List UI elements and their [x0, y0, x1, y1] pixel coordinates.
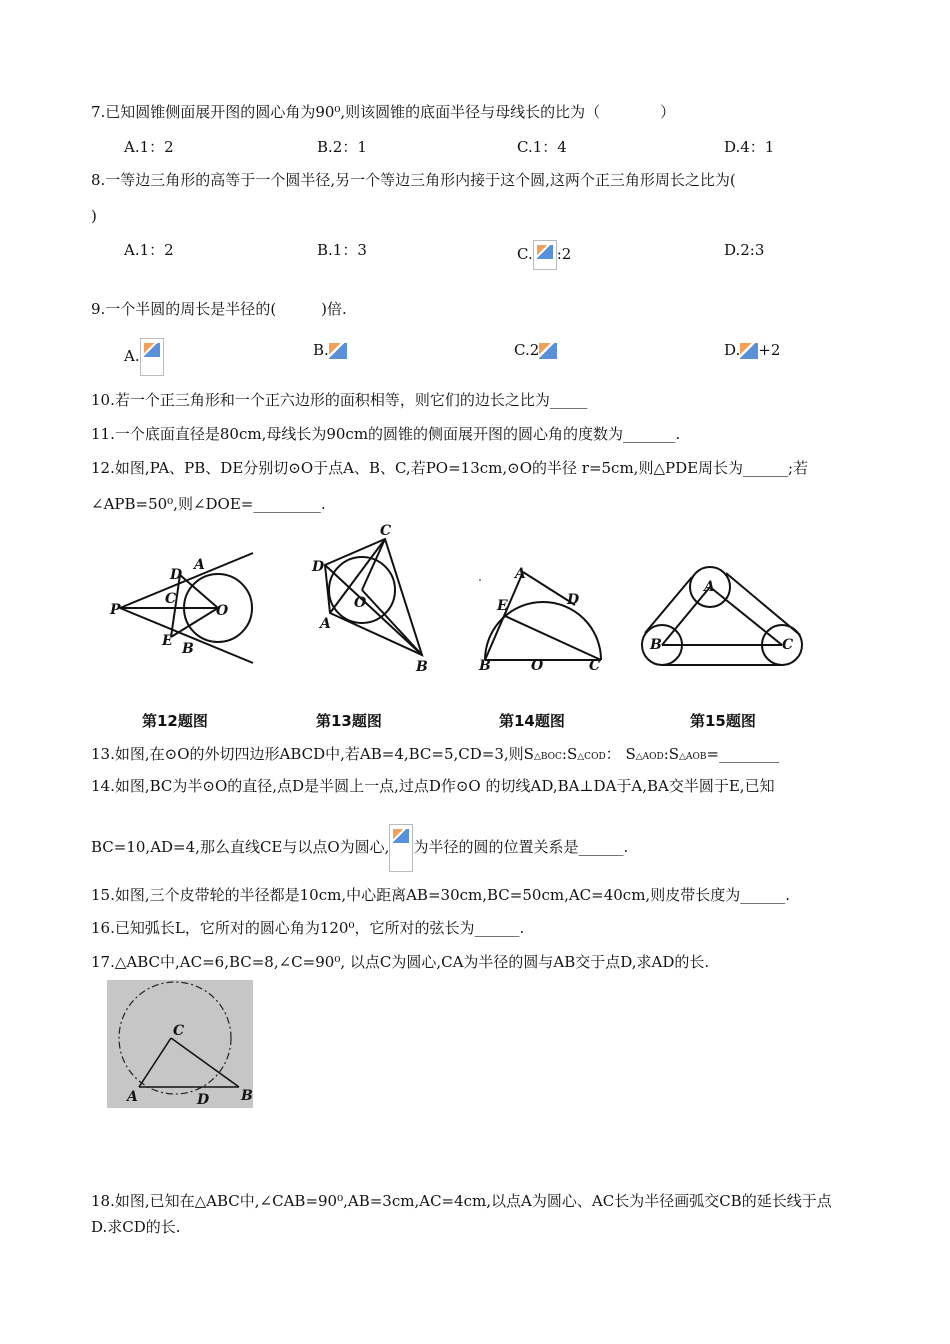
- label-c: C: [782, 637, 794, 653]
- q13-mid2: ： S: [605, 745, 636, 763]
- q8-text-cont: ): [91, 207, 97, 225]
- label-a: A: [704, 579, 715, 595]
- q13-post: =________: [706, 745, 780, 763]
- label-a: A: [127, 1089, 138, 1105]
- q9-option-b: [313, 340, 347, 360]
- label-a: A: [515, 566, 526, 582]
- figure-13: [310, 525, 435, 675]
- q9-option-b-prefix: B.: [313, 341, 329, 359]
- q9-option-d: [724, 340, 780, 360]
- label-a: A: [194, 557, 205, 573]
- q13-sub4: △AOB: [679, 752, 707, 762]
- q9-option-c-prefix: C.2: [514, 341, 540, 359]
- figure-12: [108, 545, 268, 675]
- q13-sub3: △AOD: [635, 752, 664, 762]
- caption-fig14: 第14题图: [499, 712, 565, 730]
- label-o: O: [531, 658, 544, 674]
- broken-image-icon: [329, 343, 347, 359]
- label-o: O: [216, 603, 229, 619]
- label-d: D: [567, 592, 580, 608]
- q18-text-cont: D.求CD的长.: [91, 1218, 181, 1236]
- q13-mid1: :S: [561, 745, 578, 763]
- q14-text: 14.如图,BC为半⊙O的直径,点D是半圆上一点,过点D作⊙O 的切线AD,BA⊥DA于A,BA交半圆于E,已知: [91, 777, 775, 795]
- label-c: C: [380, 523, 392, 539]
- q8-option-d: D.2:3: [724, 241, 765, 259]
- label-d: D: [170, 567, 183, 583]
- label-b: B: [241, 1088, 253, 1104]
- q13-prefix: 13.如图,在⊙O的外切四边形ABCD中,若AB=4,BC=5,CD=3,则S: [91, 745, 534, 763]
- broken-image-icon: [539, 343, 557, 359]
- q14-text-cont: [91, 822, 628, 872]
- label-b: B: [416, 659, 428, 675]
- q7-option-d: D.4：1: [724, 138, 775, 156]
- label-e: E: [497, 598, 508, 614]
- q8-option-c-suffix: :2: [556, 245, 572, 263]
- label-c: C: [165, 591, 177, 607]
- q8-option-a: A.1：2: [124, 241, 174, 259]
- q8-text: 8.一等边三角形的高等于一个圆半径,另一个等边三角形内接于这个圆,这两个正三角形周长之比为(: [91, 171, 736, 189]
- label-p: P: [110, 602, 121, 618]
- q9-text: 9.一个半圆的周长是半径的( )倍.: [91, 300, 347, 318]
- label-b: B: [479, 658, 491, 674]
- broken-image-icon: [533, 240, 557, 270]
- q16-text: 16.已知弧长L，它所对的圆心角为120⁰，它所对的弦长为______.: [91, 919, 525, 937]
- q8-option-c-prefix: C.: [517, 245, 533, 263]
- label-d: D: [197, 1092, 210, 1108]
- q9-option-a: [124, 338, 164, 376]
- broken-image-icon: [740, 343, 758, 359]
- q12-text: 12.如图,PA、PB、DE分别切⊙O于点A、B、C,若PO=13cm,⊙O的半径 r=5cm,则△PDE周长为______;若: [91, 459, 809, 477]
- q12-text-cont: ∠APB=50⁰,则∠DOE=_________.: [91, 495, 326, 513]
- q8-option-b: B.1：3: [317, 241, 367, 259]
- label-d: D: [312, 559, 325, 575]
- label-e: E: [162, 633, 173, 649]
- label-b: B: [182, 641, 194, 657]
- q7-option-c: C.1：4: [517, 138, 567, 156]
- figure-15: [640, 565, 810, 675]
- q9-option-d-suffix: +2: [758, 341, 781, 359]
- label-o: O: [354, 595, 367, 611]
- q7-text: 7.已知圆锥侧面展开图的圆心角为90⁰,则该圆锥的底面半径与母线长的比为（ ）: [91, 103, 676, 121]
- q13-sub2: △COD: [577, 752, 606, 762]
- label-a: A: [320, 616, 331, 632]
- label-c: C: [589, 658, 601, 674]
- q11-text: 11.一个底面直径是80cm,母线长为90cm的圆锥的侧面展开图的圆心角的度数为_______.: [91, 425, 681, 443]
- q9-option-a-prefix: A.: [124, 347, 140, 365]
- label-c: C: [173, 1023, 185, 1039]
- broken-image-icon: [389, 824, 413, 872]
- q7-option-b: B.2：1: [317, 138, 367, 156]
- figure-17: [107, 980, 253, 1108]
- broken-image-icon: [140, 338, 164, 376]
- q9-option-c: [514, 340, 557, 360]
- q13-mid3: :S: [663, 745, 680, 763]
- q14-cont-prefix: BC=10,AD=4,那么直线CE与以点O为圆心,: [91, 838, 390, 856]
- quadrilateral-abcd: [325, 539, 422, 655]
- q10-text: 10.若一个正三角形和一个正六边形的面积相等，则它们的边长之比为_____: [91, 391, 588, 409]
- label-b: B: [650, 637, 662, 653]
- q7-option-a: A.1：2: [124, 138, 174, 156]
- q13-sub1: △BOC: [533, 752, 562, 762]
- q14-cont-suffix: 为半径的圆的位置关系是______.: [413, 838, 629, 856]
- q17-text: 17.△ABC中,AC=6,BC=8,∠C=90⁰, 以点C为圆心,CA为半径的圆与AB交于点D,求AD的长.: [91, 953, 710, 971]
- caption-fig12: 第12题图: [142, 712, 208, 730]
- figure-14: [475, 560, 610, 675]
- q18-text: 18.如图,已知在△ABC中,∠CAB=90⁰,AB=3cm,AC=4cm,以点A为圆心、AC长为半径画弧交CB的延长线于点: [91, 1192, 832, 1210]
- q13-text: [91, 744, 779, 767]
- caption-fig13: 第13题图: [316, 712, 382, 730]
- caption-fig15: 第15题图: [690, 712, 756, 730]
- q15-text: 15.如图,三个皮带轮的半径都是10cm,中心距离AB=30cm,BC=50cm,AC=40cm,则皮带长度为______.: [91, 886, 790, 904]
- q9-option-d-prefix: D.: [724, 341, 741, 359]
- q8-option-c: [517, 240, 571, 270]
